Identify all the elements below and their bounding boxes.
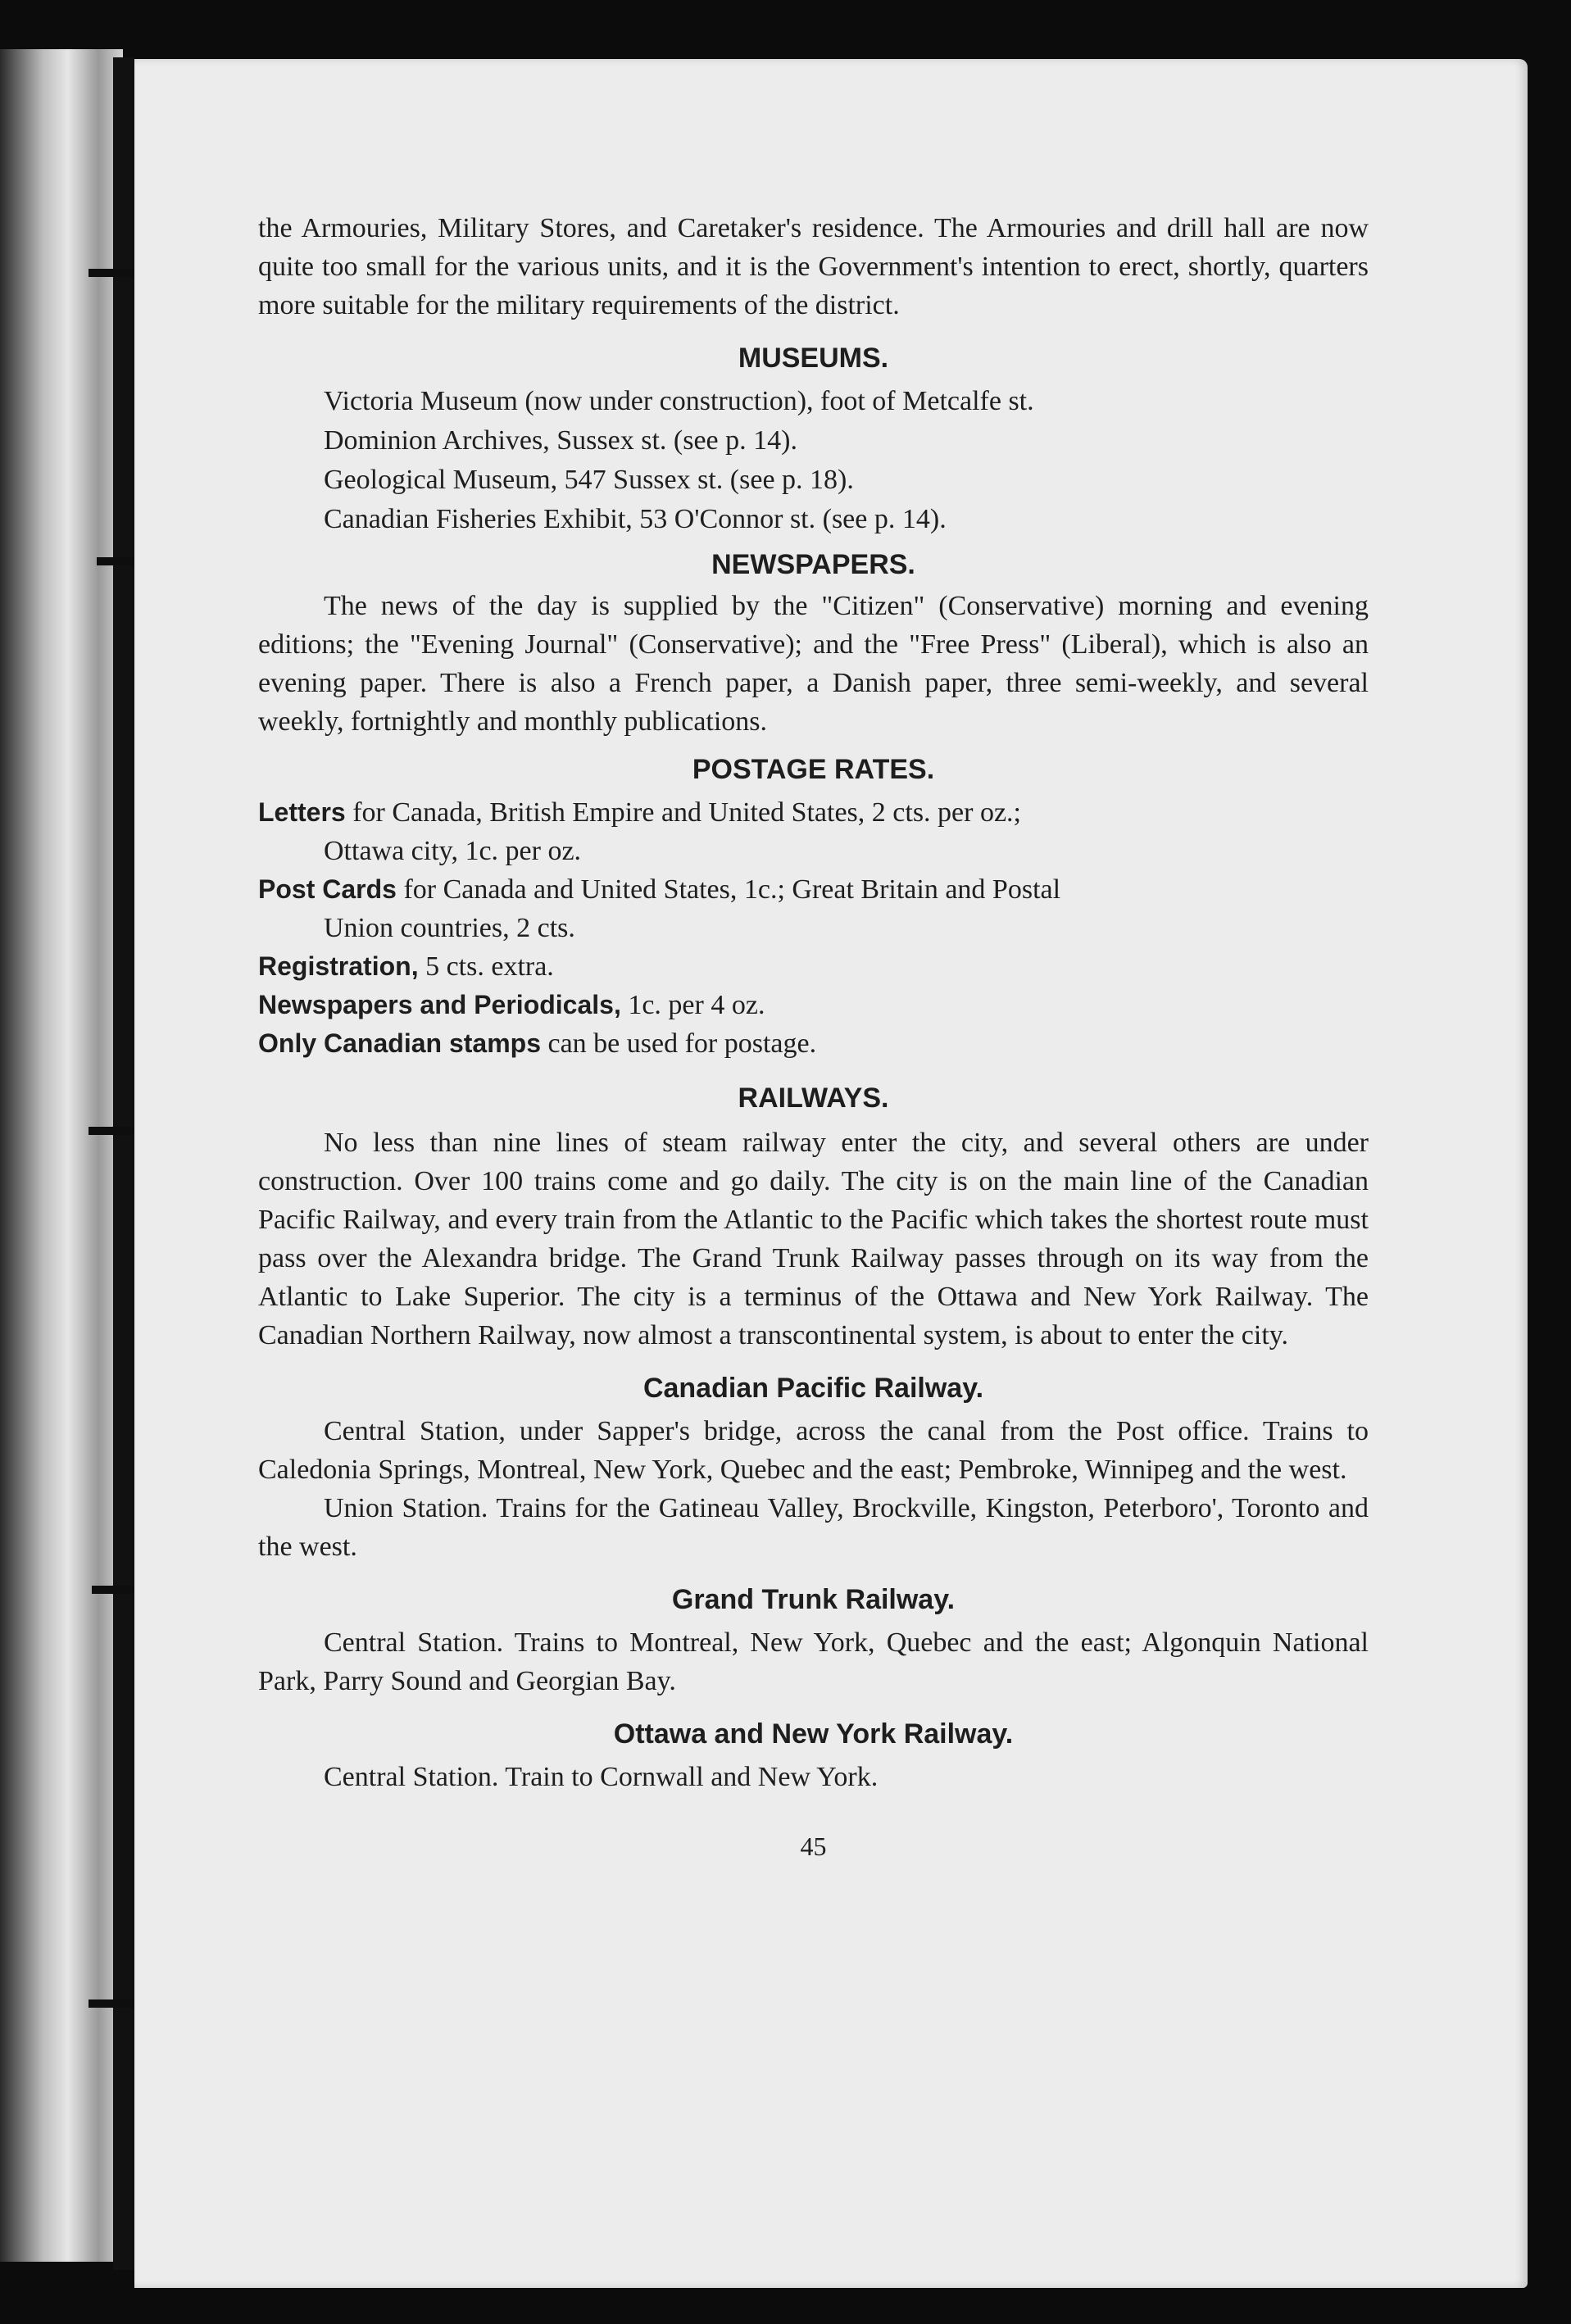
rate-stamps (258, 1024, 1369, 1063)
rate-newspapers (258, 986, 1369, 1024)
rate-label: Post Cards (258, 874, 397, 904)
page-number: 45 (800, 1832, 827, 1861)
binding-edge (0, 49, 123, 2262)
rate-text: 1c. per 4 oz. (620, 990, 765, 1020)
gtr-heading: Grand Trunk Railway. (671, 1584, 956, 1615)
rate-label: Registration, (258, 951, 419, 981)
rate-registration (258, 947, 1369, 986)
postage-heading: POSTAGE RATES. (692, 754, 935, 785)
cpr-paragraph-1: Central Station, under Sapper's bridge, across the canal from the Post office. Trains to Caledonia Springs, Montreal, New York, Quebec and the east; Pembroke, Winnipeg and the west. (258, 1416, 1369, 1485)
cpr-heading: Canadian Pacific Railway. (642, 1373, 984, 1404)
museum-item: Geological Museum, 547 Sussex st. (see p. 18). (324, 465, 854, 495)
rate-text: can be used for postage. (540, 1028, 817, 1059)
cpr-paragraph-2: Union Station. Trains for the Gatineau Valley, Brockville, Kingston, Peterboro', Toronto and the west. (258, 1493, 1369, 1562)
museums-heading: MUSEUMS. (738, 343, 889, 374)
museum-item: Canadian Fisheries Exhibit, 53 O'Connor st. (see p. 14). (324, 504, 947, 534)
onyr-paragraph: Central Station. Train to Cornwall and New York. (324, 1762, 879, 1792)
book-spine (113, 57, 134, 2270)
gtr-paragraph: Central Station. Trains to Montreal, New York, Quebec and the east; Algonquin National Park, Parry Sound and Georgian Bay. (258, 1627, 1369, 1696)
railways-heading: RAILWAYS. (738, 1083, 889, 1114)
rate-text: 5 cts. extra. (418, 951, 554, 982)
onyr-heading: Ottawa and New York Railway. (613, 1718, 1014, 1750)
rate-label: Newspapers and Periodicals, (258, 990, 621, 1019)
rate-text: for Canada and United States, 1c.; Great Britain and Postal (396, 874, 1061, 905)
continuation-paragraph: the Armouries, Military Stores, and Caretaker's residence. The Armouries and drill hall are now quite too small for the various units, and it is the Government's intention to erect, shortly, quarters more suitable for the military requirements of the district. (258, 213, 1369, 320)
rate-label: Only Canadian stamps (258, 1028, 541, 1058)
rate-postcards (258, 870, 1369, 909)
newspapers-paragraph: The news of the day is supplied by the "Citizen" (Conservative) morning and evening editions; the "Evening Journal" (Conservative); and the "Free Press" (Liberal), which is also an evening paper. There is also a French paper, a Danish paper, three semi-weekly, and several weekly, fortnightly and monthly publications. (258, 591, 1369, 737)
museum-item: Dominion Archives, Sussex st. (see p. 14). (324, 425, 797, 456)
railways-paragraph: No less than nine lines of steam railway enter the city, and several others are under construction. Over 100 trains come and go daily. The city is on the main line of the Canadian Pacific Railway, and every train from the Atlantic to the Pacific which takes the shortest route must pass over the Alexandra bridge. The Grand Trunk Railway passes through on its way from the Atlantic to Lake Superior. The city is a terminus of the Ottawa and New York Railway. The Canadian Northern Railway, now almost a transcontinental system, is about to enter the city. (258, 1128, 1369, 1350)
rate-label: Letters (258, 797, 346, 827)
rate-letters (258, 793, 1369, 832)
museum-item: Victoria Museum (now under construction), foot of Metcalfe st. (324, 386, 1034, 416)
page-content (258, 209, 1369, 1866)
rate-text: for Canada, British Empire and United States, 2 cts. per oz.; (345, 797, 1022, 828)
rate-letters-cont: Ottawa city, 1c. per oz. (324, 836, 582, 866)
newspapers-heading: NEWSPAPERS. (711, 549, 915, 580)
rate-postcards-cont: Union countries, 2 cts. (324, 913, 575, 943)
